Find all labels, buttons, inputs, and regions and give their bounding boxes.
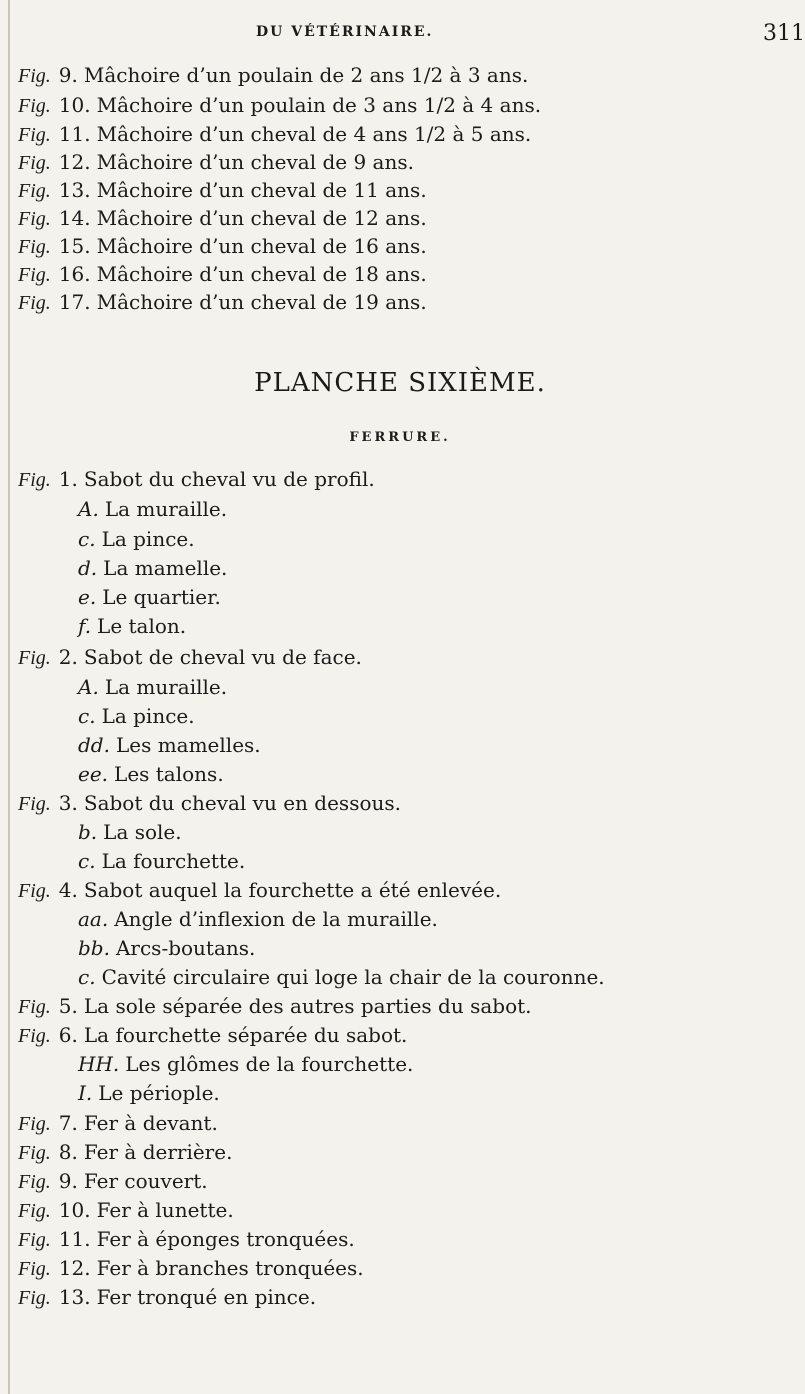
fig-number: 7. — [58, 1111, 78, 1135]
part-entry — [78, 907, 438, 931]
fig-label: Fig. — [18, 647, 51, 669]
part-entry — [78, 733, 261, 757]
part-entry — [78, 704, 195, 728]
fig-number: 11. — [58, 122, 91, 146]
part-letter: bb. — [78, 936, 110, 960]
part-letter: aa. — [78, 907, 109, 931]
fig-entry — [18, 178, 427, 203]
fig-label: Fig. — [18, 1025, 51, 1047]
part-letter: A. — [78, 675, 99, 699]
fig-caption: Fer couvert. — [83, 1169, 208, 1193]
fig-number: 8. — [58, 1140, 78, 1164]
subsection-title: FERRURE. — [349, 430, 451, 445]
part-entry — [78, 556, 227, 580]
fig-number: 13. — [58, 178, 91, 202]
part-entry — [78, 497, 227, 521]
part-letter: b. — [78, 820, 98, 844]
fig-label: Fig. — [18, 95, 51, 117]
fig-caption: Fer tronqué en pince. — [96, 1285, 317, 1309]
fig-caption: Mâchoire d’un poulain de 2 ans 1/2 à 3 ans. — [83, 63, 529, 87]
fig-label: Fig. — [18, 292, 51, 314]
part-caption: La fourchette. — [101, 849, 246, 873]
fig-entry — [18, 290, 427, 315]
fig-caption: Mâchoire d’un poulain de 3 ans 1/2 à 4 ans. — [96, 93, 542, 117]
part-entry — [78, 849, 245, 873]
fig-entry — [18, 1169, 208, 1194]
fig-entry — [18, 467, 375, 492]
fig-label: Fig. — [18, 236, 51, 258]
part-letter: f. — [78, 614, 92, 638]
fig-entry — [18, 994, 532, 1019]
part-caption: Angle d’inflexion de la muraille. — [114, 907, 438, 931]
fig-caption: Mâchoire d’un cheval de 4 ans 1/2 à 5 ans. — [96, 122, 532, 146]
running-title: DU VÉTÉRINAIRE. — [256, 24, 434, 40]
part-letter: d. — [78, 556, 98, 580]
fig-label: Fig. — [18, 1142, 51, 1164]
part-letter: c. — [78, 527, 96, 551]
fig-label: Fig. — [18, 996, 51, 1018]
fig-number: 9. — [58, 1169, 78, 1193]
part-caption: La sole. — [103, 820, 182, 844]
part-caption: Le périople. — [98, 1081, 220, 1105]
part-caption: Cavité circulaire qui loge la chair de la couronne. — [101, 965, 605, 989]
fig-label: Fig. — [18, 1113, 51, 1135]
fig-label: Fig. — [18, 793, 51, 815]
fig-caption: La sole séparée des autres parties du sabot. — [83, 994, 532, 1018]
fig-caption: Fer à éponges tronquées. — [96, 1227, 355, 1251]
part-caption: Les talons. — [114, 762, 224, 786]
part-letter: c. — [78, 965, 96, 989]
fig-number: 4. — [58, 878, 78, 902]
fig-entry — [18, 1111, 218, 1136]
part-letter: c. — [78, 849, 96, 873]
fig-entry — [18, 1140, 232, 1165]
fig-caption: Fer à derrière. — [83, 1140, 233, 1164]
fig-caption: Fer à devant. — [83, 1111, 218, 1135]
fig-number: 15. — [58, 234, 91, 258]
fig-caption: Fer à branches tronquées. — [96, 1256, 364, 1280]
fig-label: Fig. — [18, 208, 51, 230]
fig-label: Fig. — [18, 124, 51, 146]
part-caption: Les glômes de la fourchette. — [125, 1052, 414, 1076]
fig-entry — [18, 150, 414, 175]
part-caption: Le quartier. — [102, 585, 221, 609]
fig-caption: Sabot de cheval vu de face. — [83, 645, 362, 669]
part-entry — [78, 936, 255, 960]
fig-entry — [18, 645, 362, 670]
fig-caption: La fourchette séparée du sabot. — [83, 1023, 408, 1047]
part-caption: Les mamelles. — [115, 733, 261, 757]
part-entry — [78, 1081, 220, 1105]
fig-entry — [18, 206, 427, 231]
part-entry — [78, 762, 224, 786]
part-letter: e. — [78, 585, 97, 609]
fig-caption: Sabot auquel la fourchette a été enlevée. — [83, 878, 502, 902]
fig-caption: Mâchoire d’un cheval de 18 ans. — [96, 262, 427, 286]
fig-label: Fig. — [18, 152, 51, 174]
part-entry — [78, 527, 195, 551]
fig-number: 10. — [58, 93, 91, 117]
page-number: 311 — [763, 21, 805, 46]
part-letter: A. — [78, 497, 99, 521]
fig-label: Fig. — [18, 1287, 51, 1309]
fig-entry — [18, 1256, 364, 1281]
part-caption: Le talon. — [97, 614, 187, 638]
part-letter: c. — [78, 704, 96, 728]
fig-number: 14. — [58, 206, 91, 230]
fig-entry — [18, 1198, 234, 1223]
fig-caption: Mâchoire d’un cheval de 9 ans. — [96, 150, 414, 174]
part-caption: La pince. — [101, 704, 195, 728]
part-letter: dd. — [78, 733, 110, 757]
fig-caption: Sabot du cheval vu de profil. — [83, 467, 375, 491]
fig-number: 16. — [58, 262, 91, 286]
page-header — [0, 21, 805, 54]
fig-entry — [18, 791, 401, 816]
fig-number: 13. — [58, 1285, 91, 1309]
fig-label: Fig. — [18, 880, 51, 902]
fig-label: Fig. — [18, 180, 51, 202]
fig-entry — [18, 878, 501, 903]
fig-caption: Mâchoire d’un cheval de 19 ans. — [96, 290, 427, 314]
part-entry — [78, 965, 605, 989]
fig-caption: Mâchoire d’un cheval de 12 ans. — [96, 206, 427, 230]
fig-entry — [18, 1023, 407, 1048]
fig-entry — [18, 122, 531, 147]
part-entry — [78, 1052, 413, 1076]
part-entry — [78, 585, 221, 609]
fig-label: Fig. — [18, 469, 51, 491]
part-letter: I. — [78, 1081, 93, 1105]
fig-caption: Mâchoire d’un cheval de 16 ans. — [96, 234, 427, 258]
fig-label: Fig. — [18, 1229, 51, 1251]
fig-number: 12. — [58, 150, 91, 174]
fig-label: Fig. — [18, 1171, 51, 1193]
fig-entry — [18, 93, 541, 118]
fig-number: 6. — [58, 1023, 78, 1047]
part-caption: La mamelle. — [103, 556, 228, 580]
fig-label: Fig. — [18, 264, 51, 286]
fig-number: 2. — [58, 645, 78, 669]
fig-caption: Sabot du cheval vu en dessous. — [83, 791, 401, 815]
fig-caption: Fer à lunette. — [96, 1198, 234, 1222]
part-letter: HH. — [78, 1052, 120, 1076]
fig-number: 10. — [58, 1198, 91, 1222]
fig-entry — [18, 234, 427, 259]
part-caption: La pince. — [101, 527, 195, 551]
fig-number: 1. — [58, 467, 78, 491]
part-entry — [78, 614, 186, 638]
fig-entry — [18, 262, 427, 287]
fig-entry — [18, 1227, 355, 1252]
fig-caption: Mâchoire d’un cheval de 11 ans. — [96, 178, 427, 202]
part-letter: ee. — [78, 762, 109, 786]
part-entry — [78, 820, 182, 844]
fig-number: 5. — [58, 994, 78, 1018]
fig-label: Fig. — [18, 1200, 51, 1222]
fig-entry — [18, 63, 528, 88]
part-entry — [78, 675, 227, 699]
fig-number: 11. — [58, 1227, 91, 1251]
part-caption: Arcs-boutans. — [115, 936, 256, 960]
fig-number: 17. — [58, 290, 91, 314]
fig-label: Fig. — [18, 65, 51, 87]
part-caption: La muraille. — [104, 497, 228, 521]
fig-number: 9. — [58, 63, 78, 87]
section-title: PLANCHE SIXIÈME. — [254, 368, 546, 398]
fig-entry — [18, 1285, 316, 1310]
fig-number: 3. — [58, 791, 78, 815]
page-gutter-edge — [8, 0, 10, 1394]
part-caption: La muraille. — [104, 675, 228, 699]
fig-label: Fig. — [18, 1258, 51, 1280]
fig-number: 12. — [58, 1256, 91, 1280]
